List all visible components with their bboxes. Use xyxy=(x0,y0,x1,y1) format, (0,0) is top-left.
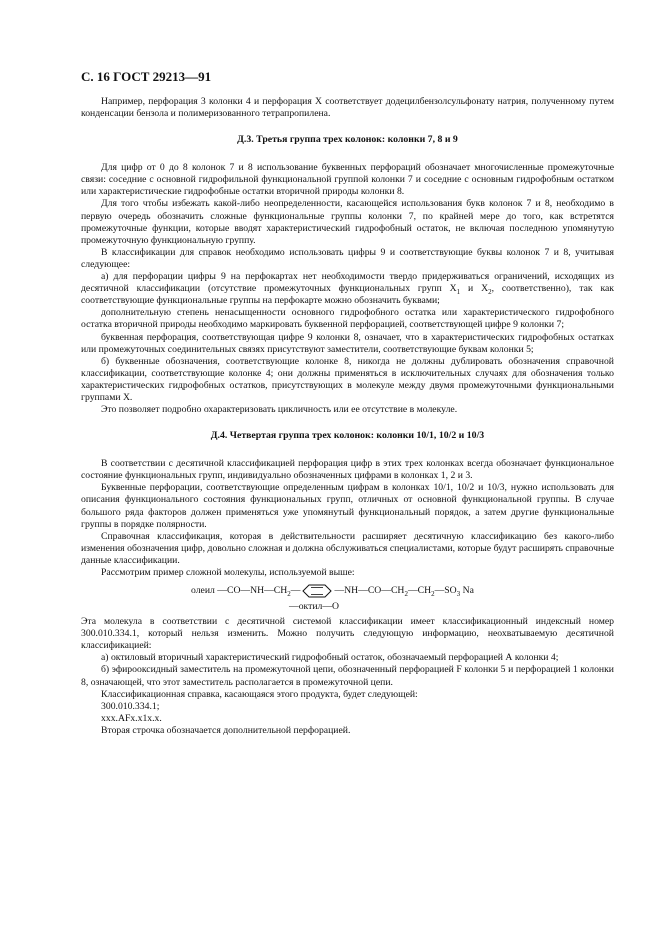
section-heading-d3: Д.3. Третья группа трех колонок: колонки 7, 8 и 9 xyxy=(237,134,458,146)
paragraph: Вторая строчка обозначается дополнительной перфорацией. xyxy=(101,724,351,736)
paragraph: буквенная перфорация, соответствующая цифре 9 колонки 8, означает, что в характеристических гидрофобных остатках или промежуточных соединительных связях присутствуют заместители, соответствующие буквам колонки 5; xyxy=(81,331,614,355)
paragraph: Классификационная справка, касающаяся этого продукта, будет следующей: xyxy=(101,688,418,700)
paragraph: Эта молекула в соответствии с десятичной системой классификации имеет классификационный индексный номер 300.010.334.1, который нельзя изменить. Можно получить следующую информацию, неохватываемую десятичной классификацией: xyxy=(81,616,614,652)
classification-code-line: ххх.АFх.х1х.х. xyxy=(101,712,162,724)
paragraph: Это позволяет подробно охарактеризовать цикличность или ее отсутствие в молекуле. xyxy=(101,404,458,416)
paragraph: б) эфирооксидный заместитель на промежуточной цепи, обозначенный перфорацией F колонки 5 и перфорацией 1 колонки 8, означающей, что этот заместитель располагается в промежуточной цепи. xyxy=(81,664,614,688)
formula-substituent: —октил—O xyxy=(289,601,340,613)
paragraph: Для цифр от 0 до 8 колонок 7 и 8 использование буквенных перфораций обозначает многочисленные промежуточные связи: соседние с основной гидрофильной функциональной группой колонки 7 и соседние с основным гидрофобным остатком или характеристические гидрофобные остатки вторичной природы колонки 8. xyxy=(81,162,614,198)
paragraph: Рассмотрим пример сложной молекулы, используемой выше: xyxy=(101,567,355,578)
paragraph: В классификации для справок необходимо использовать цифры 9 и соответствующие буквы колонок 7 и 8, учитывая следующее: xyxy=(81,246,614,270)
paragraph: В соответствии с десятичной классификацией перфорация цифр в этих трех колонках всегда обозначает функциональное состояние функциональных групп, индивидуально обозначенных цифрами в колонках 1, 2 и 3. xyxy=(81,458,614,482)
page-header: С. 16 ГОСТ 29213—91 xyxy=(81,69,212,84)
paragraph: Для того чтобы избежать какой-либо неопределенности, касающейся использования букв колонок 7 и 8, необходимо в первую очередь обозначить сложные функциональные группы колонки 7, по крайней мере до того, как встретятся промежуточные функции, которые вводят характеристический гидрофобный остаток, не включая последнюю упомянутую промежуточную функциональную группу. xyxy=(81,198,614,246)
benzene-ring-icon xyxy=(302,584,332,598)
formula-main-chain: олеил $—CO—NH—CH_2—$ $—NH—CO—CH_2—CH_2—SO_3$ Na xyxy=(191,585,474,599)
paragraph: Справочная классификация, которая в действительности расширяет десятичную классификацию без какого-либо изменения обозначения цифр, довольно сложная и должна обслуживаться специалистами, которые будут расширять справочные данные классификации. xyxy=(81,530,614,566)
classification-code-line: 300.010.334.1; xyxy=(101,700,160,712)
paragraph: дополнительную степень ненасыщенности основного гидрофобного остатка или характеристического гидрофобного остатка вторичной природы необходимо маркировать буквенной перфорацией, соответствующей цифре 9 колонки 7; xyxy=(81,307,614,331)
intro-paragraph: Например, перфорация 3 колонки 4 и перфорация X соответствует додецилбензолсульфонату натрия, полученному путем конденсации бензола и полимеризованного тетрапропилена. xyxy=(81,96,614,120)
paragraph: Буквенные перфорации, соответствующие определенным цифрам в колонках 10/1, 10/2 и 10/3, нужно использовать для описания функционального состояния функциональных групп, отличных от основной функциональной группы. В случае большого ряда факторов должен применяться уже упомянутый функциональный порядок, а затем другие функциональные группы в порядке полярности. xyxy=(81,482,614,530)
paragraph: б) буквенные обозначения, соответствующие колонке 8, никогда не должны дублировать обозначения справочной классификации, соответствующие колонке 4; они должны применяться в исключительных случаях для обозначения только характеристических гидрофобных остатков, присутствующих в молекуле между двумя промежуточными функциональными группами X. xyxy=(81,355,614,403)
paragraph-with-subscripts: а) для перфорации цифры 9 на перфокартах нет необходимости твердо придерживаться ограничений, исходящих из десятичной классификации (отсутствие промежуточных функциональных групп $X_1$ и $X_2$, соответственно), так как соответствующие функциональные группы на перфокарте можно обозначить буквами; xyxy=(81,271,615,307)
section-heading-d4: Д.4. Четвертая группа трех колонок: колонки 10/1, 10/2 и 10/3 xyxy=(210,430,485,442)
document-body xyxy=(81,96,614,737)
chemical-formula xyxy=(81,582,614,616)
paragraph: а) октиловый вторичный характеристический гидрофобный остаток, обозначаемый перфорацией А колонки 4; xyxy=(101,652,559,664)
